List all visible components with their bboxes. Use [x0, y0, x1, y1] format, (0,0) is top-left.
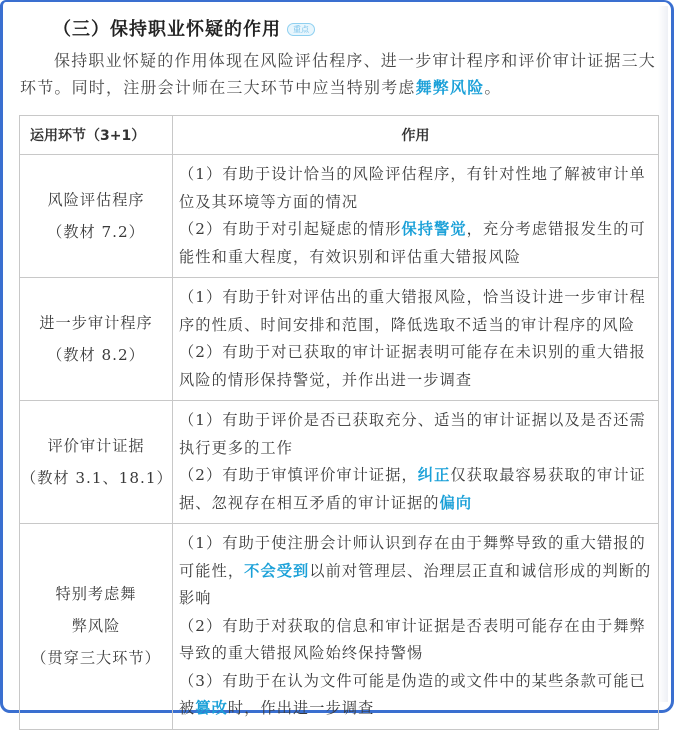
stage-ref: （教材 8.2）: [47, 346, 145, 364]
role-item: [179, 613, 652, 668]
role-cell: [173, 155, 659, 278]
role-item: [179, 216, 652, 271]
role-text: （2）有助于对获取的信息和审计证据是否表明可能存在由于舞弊导致的重大错报风险始终保持警惕: [179, 616, 646, 662]
role-item: [179, 668, 652, 723]
role-item: [179, 339, 652, 394]
key-point-badge: 重点: [287, 23, 315, 36]
role-text: 仅获取最容易获取的审计证据、忽视存在相互矛盾的审计证据的: [179, 466, 646, 512]
intro-paragraph: [20, 47, 660, 101]
role-text: （3）有助于在认为文件可能是伪造的或文件中的某些条款可能已被: [179, 671, 646, 717]
table-row: [20, 278, 659, 401]
role-highlight: 偏向: [439, 493, 473, 512]
role-text: （1）有助于使注册会计师认识到存在由于舞弊导致的重大错报的可能性，: [179, 534, 646, 580]
section-title-text: （三）保持职业怀疑的作用: [53, 19, 281, 40]
role-text: （1）有助于设计恰当的风险评估程序，有针对性地了解被审计单位及其环境等方面的情况: [179, 165, 646, 211]
role-table: [19, 115, 659, 730]
role-text: 时，作出进一步调查: [227, 699, 375, 717]
role-item: [179, 462, 652, 517]
role-text: （2）有助于对引起疑虑的情形: [179, 220, 402, 238]
role-highlight: 纠正: [417, 466, 451, 484]
role-text: （2）有助于对已获取的审计证据表明可能存在未识别的重大错报风险的情形保持警觉，并作出进一步调查: [179, 343, 646, 389]
stage-name: 评价审计证据: [47, 437, 145, 455]
header-role: 作用: [173, 116, 659, 155]
stage-cell: [20, 278, 173, 401]
role-text: （1）有助于评价是否已获取充分、适当的审计证据以及是否还需执行更多的工作: [179, 411, 646, 457]
stage-name: 进一步审计程序: [39, 314, 153, 332]
table-row: [20, 401, 659, 524]
role-text: （2）有助于审慎评价审计证据，: [179, 466, 418, 484]
header-stage: 运用环节（3+1）: [20, 116, 173, 155]
stage-ref: （教材 3.1、18.1）: [21, 469, 173, 487]
role-highlight: 保持警觉: [401, 220, 467, 238]
stage-cell: [20, 155, 173, 278]
intro-text: 保持职业怀疑的作用体现在风险评估程序、进一步审计程序和评价审计证据三大环节。同时，注册会计师在三大环节中应当特别考虑: [20, 51, 657, 97]
role-item: [179, 530, 652, 613]
intro-highlight: 舞弊风险: [415, 78, 485, 97]
role-highlight: 篡改: [195, 699, 228, 717]
role-text: （1）有助于针对评估出的重大错报风险，恰当设计进一步审计程序的性质、时间安排和范围，降低选取不适当的审计程序的风险: [179, 288, 646, 334]
role-item: [179, 161, 652, 216]
stage-name: 风险评估程序: [47, 191, 145, 209]
section-title: [53, 15, 315, 41]
role-cell: [173, 524, 659, 730]
stage-name: 特别考虑舞弊风险: [55, 585, 137, 636]
role-item: [179, 407, 652, 462]
role-item: [179, 284, 652, 339]
table-header-row: [20, 116, 659, 155]
frame-shadow: [658, 6, 668, 702]
intro-text-end: 。: [484, 78, 502, 97]
table-row: [20, 524, 659, 730]
stage-cell: [20, 401, 173, 524]
stage-cell: [20, 524, 173, 730]
role-highlight: 不会受到: [244, 561, 310, 580]
role-cell: [173, 401, 659, 524]
role-cell: [173, 278, 659, 401]
stage-ref: （贯穿三大环节）: [31, 649, 161, 668]
role-text: ，充分考虑错报发生的可能性和重大程度，有效识别和评估重大错报风险: [179, 220, 646, 266]
stage-ref: （教材 7.2）: [47, 223, 145, 241]
table-row: [20, 155, 659, 278]
role-text: 以前对管理层、治理层正直和诚信形成的判断的影响: [179, 561, 652, 607]
